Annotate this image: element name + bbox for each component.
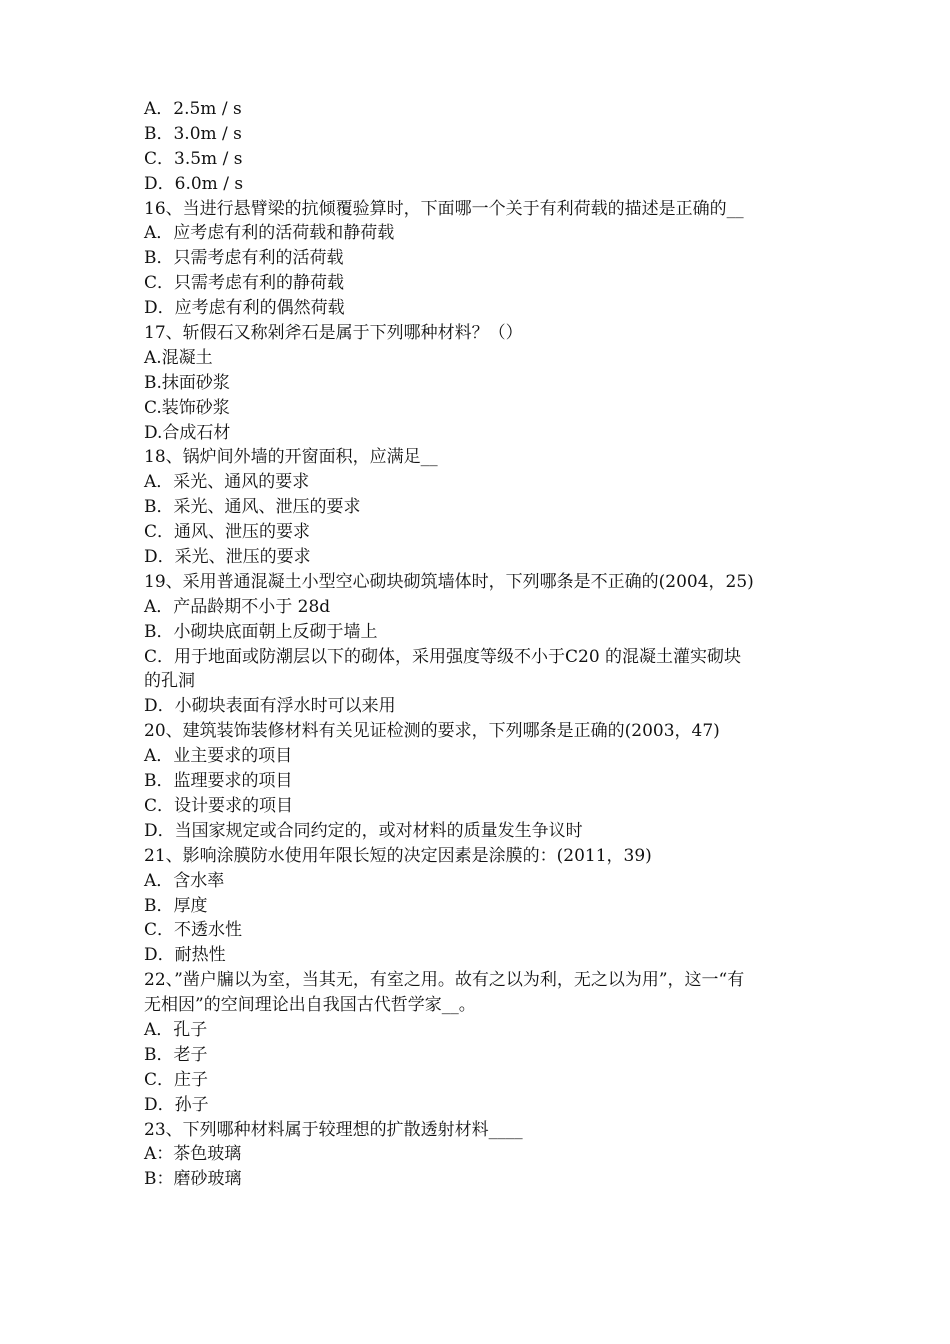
option-line: A．含水率 — [144, 870, 225, 891]
option-line: B．只需考虑有利的活荷载 — [144, 248, 344, 269]
option-line: C．设计要求的项目 — [144, 795, 294, 816]
document-body — [144, 97, 812, 1192]
question-18: 18、锅炉间外墙的开窗面积，应满足__ — [144, 447, 438, 468]
option-line: C．不透水性 — [144, 920, 243, 941]
question-16: 16、当进行悬臂梁的抗倾覆验算时，下面哪一个关于有利荷载的描述是正确的__ — [144, 198, 744, 219]
option-line: D．耐热性 — [144, 945, 226, 966]
option-line: D．当国家规定或合同约定的，或对材料的质量发生争议时 — [144, 820, 583, 841]
option-line: B．采光、通风、泄压的要求 — [144, 497, 361, 518]
option-line: D．孙子 — [144, 1094, 209, 1115]
option-line: A．采光、通风的要求 — [144, 472, 310, 493]
option-line: C．3.5m / s — [144, 148, 243, 169]
option-line: D.合成石材 — [144, 422, 231, 443]
option-line: B.抹面砂浆 — [144, 372, 230, 393]
question-22: 22、”凿户牖以为室，当其无，有室之用。故有之以为利，无之以为用”，这一“有 — [144, 970, 745, 991]
option-line: A．产品龄期不小于 28d — [144, 596, 331, 617]
question-19: 19、采用普通混凝土小型空心砌块砌筑墙体时，下列哪条是不正确的(2004，25) — [144, 571, 754, 592]
option-line-continuation: 的孔洞 — [144, 671, 195, 692]
option-line: B．监理要求的项目 — [144, 771, 293, 792]
question-21: 21、影响涂膜防水使用年限长短的决定因素是涂膜的：(2011，39) — [144, 845, 652, 866]
option-line: A．业主要求的项目 — [144, 746, 293, 767]
option-line: B．小砌块底面朝上反砌于墙上 — [144, 621, 378, 642]
option-line: A．应考虑有利的活荷载和静荷载 — [144, 223, 395, 244]
question-20: 20、建筑装饰装修材料有关见证检测的要求，下列哪条是正确的(2003，47) — [144, 721, 720, 742]
option-line: C．庄子 — [144, 1069, 209, 1090]
option-line: B：磨砂玻璃 — [144, 1169, 242, 1190]
option-line: C．通风、泄压的要求 — [144, 522, 311, 543]
question-23: 23、下列哪种材料属于较理想的扩散透射材料____ — [144, 1119, 523, 1140]
option-line: B．3.0m / s — [144, 123, 242, 144]
option-line: C．用于地面或防潮层以下的砌体，采用强度等级不小于C20 的混凝土灌实砌块 — [144, 646, 742, 667]
option-line: B．老子 — [144, 1044, 208, 1065]
option-line: D．小砌块表面有浮水时可以来用 — [144, 696, 396, 717]
option-line: D．采光、泄压的要求 — [144, 547, 311, 568]
option-line: D．6.0m / s — [144, 173, 244, 194]
option-line: A：茶色玻璃 — [144, 1144, 242, 1165]
option-line: A．2.5m / s — [144, 99, 242, 119]
option-line: A．孔子 — [144, 1019, 208, 1040]
option-line: A.混凝土 — [144, 347, 213, 368]
question-22-continuation: 无相因”的空间理论出自我国古代哲学家__。 — [144, 995, 476, 1016]
question-17: 17、斩假石又称剁斧石是属于下列哪种材料？（） — [144, 323, 523, 344]
option-line: D．应考虑有利的偶然荷载 — [144, 298, 345, 319]
option-line: B．厚度 — [144, 895, 208, 916]
option-line: C．只需考虑有利的静荷载 — [144, 273, 345, 294]
option-line: C.装饰砂浆 — [144, 397, 230, 418]
